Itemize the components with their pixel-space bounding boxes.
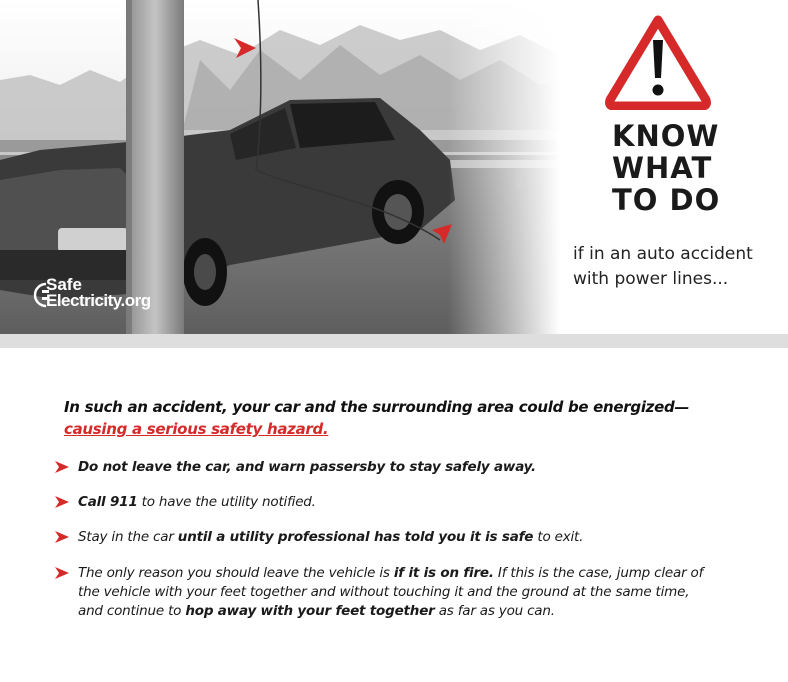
logo-line1: Safe [46, 275, 82, 294]
arrow-bullet-icon [54, 530, 70, 544]
logo-line2: Electricity.org [46, 291, 151, 310]
bullet-3-text1: Stay in the car [78, 529, 178, 545]
subhead-line1: if in an auto accident [573, 244, 753, 264]
bullet-text-4 [78, 564, 708, 621]
safe-electricity-logo [32, 276, 182, 316]
arrow-bullet-icon [54, 460, 70, 474]
bullet-2-bold: Call 911 [78, 494, 138, 510]
headline-line3: TO DO [612, 183, 721, 217]
headline-line1: KNOW [612, 119, 720, 153]
subhead-line2: with power lines... [573, 269, 729, 289]
bullet-text-3 [78, 528, 708, 547]
bullet-1-bold: Do not leave the car, and warn passersby to stay safely away. [78, 459, 536, 475]
intro-paragraph [64, 396, 744, 440]
subhead [573, 242, 783, 292]
arrow-bullet-icon [54, 495, 70, 509]
intro-hazard: causing a serious safety hazard. [64, 420, 329, 438]
bullet-3-text2: to exit. [533, 529, 584, 545]
headline-line2: WHAT [612, 151, 713, 185]
divider-band [0, 334, 788, 348]
bullet-4-text2: If this is the case, jump clear of the vehicle with your feet together and without touching it and the ground at the same time, and continue to [78, 565, 704, 619]
headline [612, 120, 722, 216]
hero-banner [0, 0, 788, 334]
bullet-4-bold2: hop away with your feet together [185, 603, 435, 619]
arrow-bullet-icon [54, 566, 70, 580]
bullet-4-text1: The only reason you should leave the vehicle is [78, 565, 394, 581]
bullet-4-bold1: if it is on fire. [393, 565, 494, 581]
bullet-3-bold: until a utility professional has told you it is safe [177, 529, 534, 545]
intro-main: In such an accident, your car and the surrounding area could be energized— [64, 398, 690, 416]
bullet-text-2 [78, 493, 708, 512]
warning-triangle-icon [604, 14, 712, 110]
bullet-4-text3: as far as you can. [434, 603, 555, 619]
bullet-2-text: to have the utility notified. [137, 494, 316, 510]
bullet-text-1 [78, 458, 708, 477]
safety-content [0, 348, 788, 682]
